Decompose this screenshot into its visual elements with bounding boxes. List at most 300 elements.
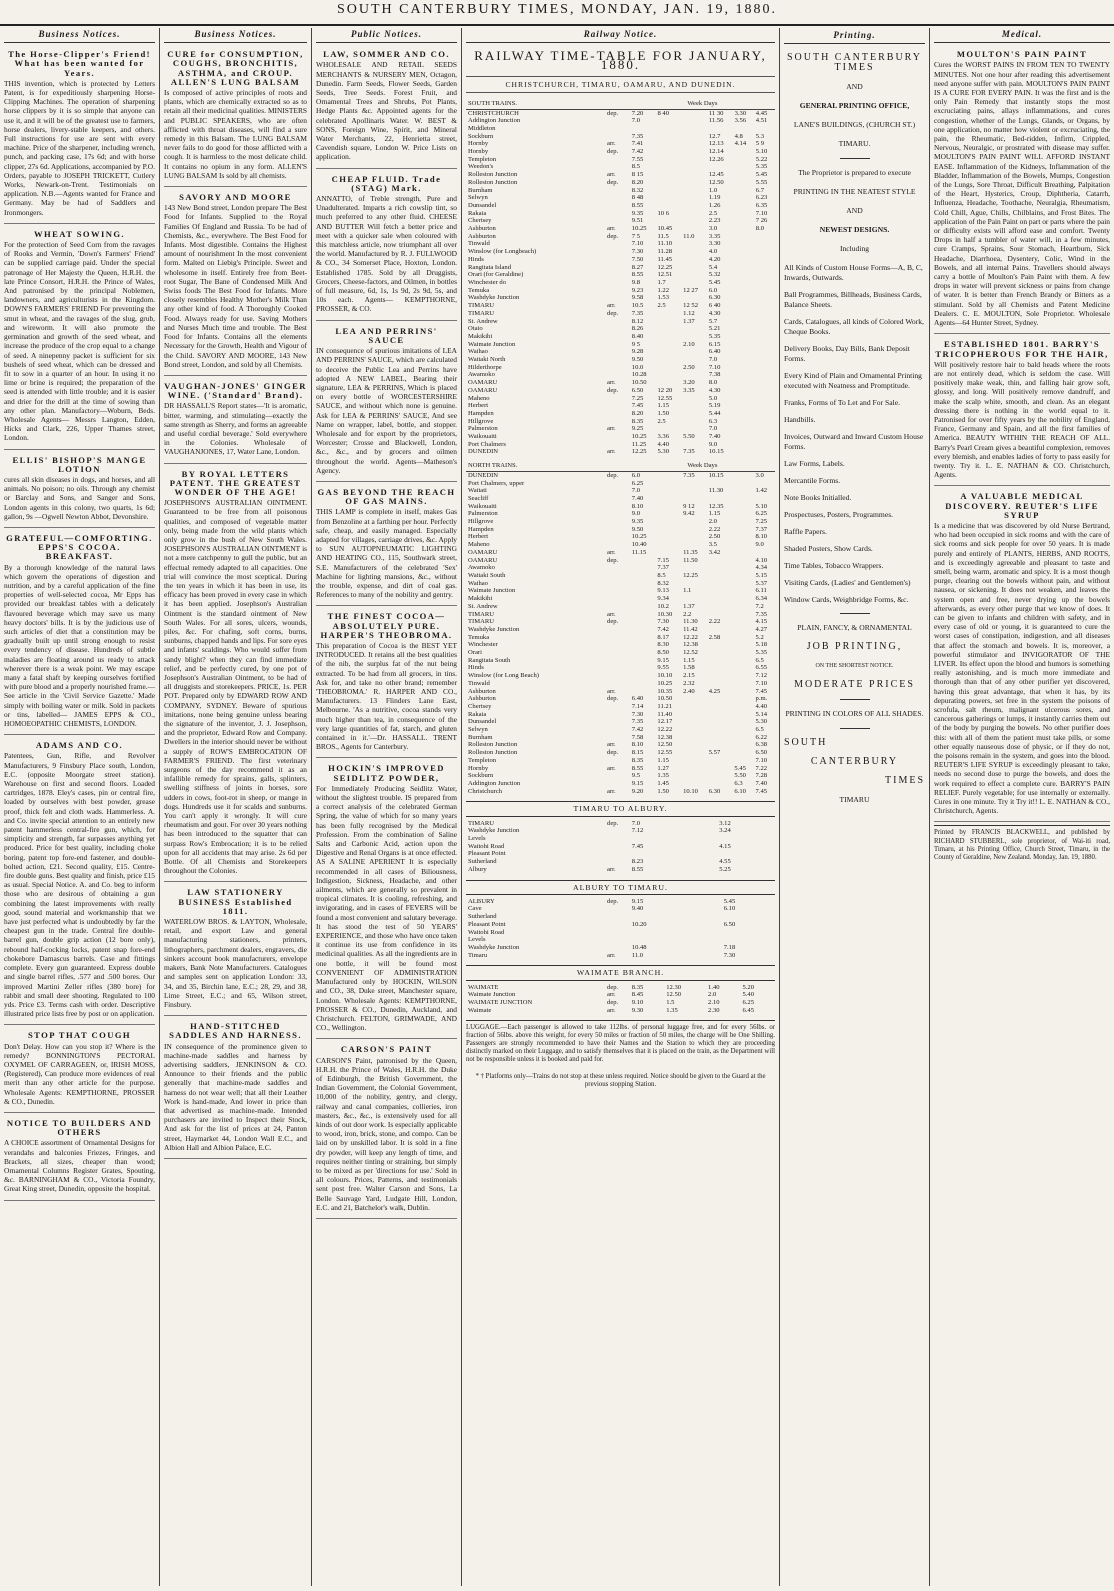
station-name: TIMARU <box>468 819 495 827</box>
time-cell <box>708 905 722 913</box>
time-cell: 7.2 <box>755 602 764 610</box>
time-cell: 8 40 <box>657 109 670 117</box>
time-cell: 11.30 <box>683 618 698 626</box>
timetable-row <box>466 187 775 195</box>
station-name: Washdyke Junction <box>468 943 520 951</box>
advertisement <box>164 379 307 464</box>
time-cell <box>733 217 754 225</box>
time-cell: 11.25 <box>631 440 647 448</box>
station-name: Palmerston <box>468 425 498 433</box>
timetable-row <box>466 233 775 241</box>
time-cell <box>630 641 656 649</box>
printing-item: Law Forms, Labels. <box>784 459 845 468</box>
timetable-row <box>466 248 775 256</box>
time-cell: 9.23 <box>631 286 644 294</box>
time-cell: 8.35 <box>631 983 644 991</box>
time-cell <box>681 109 707 117</box>
time-cell <box>732 703 753 711</box>
printing-item: Delivery Books, Day Bills, Bank Deposit Forms. <box>784 344 910 363</box>
time-cell: 2.0 <box>708 518 717 526</box>
ad-body: JOSEPHSON'S AUSTRALIAN OINTMENT. Guaranteed to be free from all poisonous qualities, and composed of vegetable matter only, being made from the wild plants which only grow in the bush of New South Wales. JOSEPHSON'S AUSTRALIAN OINTMENT is not a mere catchpenny to gull the public, but an effectual remedy adapted to all capacities. One trial will convince the most sceptical. During the ten years in which it has been in use, its efficacy has been proved in every case in which it has been applied. Josephson's Australian Ointment is the standard ointment of New South Wales. For all sores, ulcers, wounds, piles, &c. For chafing, soft corns, burns, sunburns, chapped hands and lips. For sore eyes and infants' scaldings. Who would suffer from sandy blight? when they can find immediate relief, and be perfectly cured, by one pot of Josephson's Australian Ointment, to be had of all druggists and storekeepers. PRICE, 1s. PER POT. Prepared only by EDWARD ROW AND COMPANY, SYDNEY. Beware of spurious imitations, none being genuine unless bearing the signature of the inventor, J. J. Josephson, and the proprietor, Edward Row and Company. Dwellers in the interior should never be without a supply of ROW'S EMBROCATION OF FARMER'S FRIEND. The first veterinary surgeons of the day recommend it as an infallible remedy for sprains, galls, splinters, swelling stiffness of joints in horses, sore udders in cows, foot-rot in sheep, or mange in dogs. Hundreds use it for scalds and sunburns. You can't apply it wrongly. It will cure rheumatism and gout. For over 30 years nothing has been introduced to the squatter that can surpass Row's Embrocation; it is to be relied upon for all accidents that may arise. 2s 6d per Bottle. Of all Chemists and Storekeepers throughout the Colonies. <box>164 498 307 876</box>
time-cell: 8.5 <box>631 163 641 171</box>
time-cell: 6.5 <box>755 726 764 734</box>
time-cell: 11.21 <box>657 702 673 710</box>
time-cell: 7.0 <box>631 487 641 495</box>
timetable-row <box>466 379 775 387</box>
arr-dep <box>605 641 630 649</box>
time-cell: 5.45 <box>734 764 746 772</box>
time-cell <box>630 634 656 642</box>
time-cell: 2.22 <box>708 618 721 626</box>
time-cell <box>655 156 681 164</box>
time-cell: 1.15 <box>657 402 670 410</box>
timetable-row <box>466 688 775 696</box>
column-public-notices <box>312 28 462 1586</box>
time-cell <box>630 664 656 672</box>
time-cell: 7.0 <box>708 425 718 433</box>
ad-body: THIS LAMP is complete in itself, makes Gas from Benzoline at a farthing per hour. Perfectly safe, cheap, and easily managed. Especially adapted for villages, carriage drives, &c. Apply to SUN AUTOPNEUMATIC LIGHTING AND HEATING CO., 115, Southwark street, S.E. Manufacturers of the celebrated 'Sex' Machine for lighting mansions, &c., without the trouble, expense, and dirt of coal gas. References to many of the nobility and gentry. <box>316 507 457 600</box>
time-cell <box>722 929 775 937</box>
time-cell <box>733 356 754 364</box>
time-cell: 1.22 <box>657 286 670 294</box>
arr-dep <box>605 595 630 603</box>
time-cell: 7 5 <box>631 232 641 240</box>
time-cell: 5.4 <box>708 263 718 271</box>
time-cell <box>655 541 681 549</box>
time-cell <box>733 433 754 441</box>
arr-dep <box>605 929 630 937</box>
arr-dep <box>605 248 630 256</box>
time-cell <box>681 395 707 403</box>
time-cell: 7.42 <box>631 148 644 156</box>
printing-item: Prospectuses, Posters, Programmes. <box>784 510 894 519</box>
arr-dep <box>605 634 630 642</box>
time-cell: 2.58 <box>708 633 721 641</box>
timetable-row <box>466 999 775 1007</box>
timetable-row <box>466 526 775 534</box>
time-cell: 6.25 <box>742 998 755 1006</box>
timetable-row <box>466 580 775 588</box>
time-cell <box>733 387 754 395</box>
time-cell <box>754 371 775 379</box>
printing-item: Franks, Forms of To Let and For Sale. <box>784 398 900 407</box>
station-name: Rangitata South <box>468 656 511 664</box>
arr-dep <box>605 364 630 372</box>
time-cell: 7.58 <box>631 733 644 741</box>
time-cell <box>681 772 707 780</box>
time-cell <box>732 726 753 734</box>
time-cell: 2.5 <box>708 209 718 217</box>
timetable-row <box>466 202 775 210</box>
time-cell <box>688 858 703 866</box>
time-cell: 2.23 <box>708 217 721 225</box>
timetable-row <box>466 210 775 218</box>
time-cell: 10.10 <box>683 787 698 795</box>
station-name: Cave <box>468 905 482 913</box>
time-cell: 8.30 <box>657 641 669 649</box>
printing-item: Visiting Cards, (Ladies' and Gentlemen's) <box>784 578 911 587</box>
time-cell: 9.0 <box>631 510 641 518</box>
time-cell: 7.0 <box>631 819 641 827</box>
time-cell <box>733 233 754 241</box>
time-cell <box>754 448 775 456</box>
time-cell <box>754 256 775 264</box>
time-cell <box>732 711 753 719</box>
time-cell: 10.20 <box>631 920 647 928</box>
fancy-text: PLAIN, FANCY, & ORNAMENTAL <box>797 623 912 632</box>
ad-body: Is composed of active principles of roots and plants, which are chemically extracted so as to retain all their medicinal qualities. MINISTERS and PUBLIC SPEAKERS, who are often afflicted with throat diseases, will find a sure remedy in this Balsam. The LUNG BALSAM never fails to do good for those afflicted with a cough. It is harmless to the most delicate child. It contains no opium in any form. ALLEN'S LUNG BALSAM Is sold by all chemists. <box>164 88 307 180</box>
station-name: Burnham <box>468 733 493 741</box>
station-name: Otaio <box>468 325 483 333</box>
ad-body: CARSON'S Paint, patronised by the Queen, H.R.H. the Prince of Wales, H.R.H. the Duke of Edinburgh, the British Government, the Indian Government, the Colonial Government, 10,000 of the nobility, gentry, and clergy, railway and canal companies, collieries, iron masters, &c., &c., is extensively used for all kinds of out door work. Is especially applicable to wood, iron, brick, stone, and compo. Can be laid on by unskilled labor. It is sold in a fine dry powder, will keep any length of time, and requires neither tinting or straining, but simply to be mixed as per 'directions for use.' Sold in all colours. Prices, Patterns, and testimonials sent post free. Walter Carson and Sons, La Belle Sauvage Yard, Ludgate Hill, London, E.C. and 21, Batchelor's walk, Dublin. <box>316 1055 457 1212</box>
time-cell: 12.25 <box>657 263 673 271</box>
time-cell: 7.45 <box>755 687 768 695</box>
advertisement <box>4 531 155 735</box>
station-name: Awamoko <box>468 371 495 379</box>
time-cell <box>630 595 656 603</box>
ad-body: Will positively restore hair to bald heads where the roots are not entirely dead, which is seldom the case. Will positively make weak, thin, and falling hair grow soft, glossy, and long. Will positively remove dandruff, and make the scalp white, smooth, and clean. As an elegant dressing there is nothing in the world equal to it. Patronised for over fifty years by the nobility of England, France, Germany and Spain, and all the first families of America. BEAUTY WITHIN THE REACH OF ALL. Barry's Pearl Cream gives a beautiful complexion, removes every blemish, and enables ladies of forty to pass easily for twenty. Try it. L. E. NATHAN & CO. Christchurch, Agents. <box>934 359 1110 480</box>
time-cell: 12.25 <box>683 572 698 579</box>
arr-dep <box>605 480 630 488</box>
time-cell: 4.0 <box>708 248 718 256</box>
time-cell <box>708 944 722 952</box>
time-cell: 8.5 <box>657 572 666 579</box>
time-cell <box>688 866 703 874</box>
time-cell: 10.45 <box>657 225 673 233</box>
time-cell: 7.18 <box>723 943 736 951</box>
advertisement <box>4 1116 155 1201</box>
time-cell: 1.37 <box>683 602 695 610</box>
station-name: Seacliff <box>468 494 489 502</box>
time-cell: 1.7 <box>657 278 666 286</box>
advertisement <box>316 47 457 168</box>
time-cell <box>708 921 722 929</box>
time-cell: 3.35 <box>683 386 695 394</box>
time-cell <box>630 688 656 696</box>
ad-body: DR HASSALL'S Report states—'It is aromatic, bitter, warming, and stimulating—exactly the same strength as Sherry, and forms an agreeable and useful cordial beverage.' Sold everywhere in the Colonies. Wholesale of VAUGHANJONES, 17, Water Lane, London. <box>164 401 307 457</box>
ad-title: LAW, SOMMER AND CO. <box>323 49 450 60</box>
arr-dep <box>605 210 630 218</box>
time-cell <box>702 827 717 835</box>
time-cell: 3.0 <box>755 471 764 479</box>
time-cell <box>688 820 703 828</box>
time-cell: 9.0 <box>708 440 718 448</box>
time-cell: 9 5 <box>631 340 641 348</box>
time-cell <box>655 140 681 148</box>
ad-title: GRATEFUL—COMFORTING. EPPS'S COCOA. BREAKFAST. <box>6 532 153 562</box>
time-cell: 10.2 <box>657 602 669 610</box>
arr-dep: arr. <box>607 448 616 456</box>
time-cell: 3.20 <box>683 379 695 387</box>
time-cell: 1.35 <box>666 1006 678 1014</box>
column-heading: Medical. <box>934 28 1110 43</box>
timetable-row <box>466 279 775 287</box>
time-cell <box>681 749 707 757</box>
time-cell <box>732 657 753 665</box>
station-name: Middleton <box>468 124 496 132</box>
time-cell: 5.7 <box>708 317 718 325</box>
time-cell: 7.42 <box>657 625 669 633</box>
station-name: Rangitata Island <box>468 263 512 271</box>
time-cell: 1.15 <box>708 510 721 518</box>
divider <box>840 158 870 159</box>
time-cell: 7.55 <box>631 155 644 163</box>
time-cell <box>694 936 708 944</box>
time-cell <box>630 603 656 611</box>
time-cell <box>733 371 754 379</box>
time-cell: 5.14 <box>755 710 768 718</box>
time-cell <box>708 952 722 960</box>
time-cell <box>732 471 753 479</box>
time-cell: 6.3 <box>708 417 718 425</box>
timetable-row <box>466 929 775 937</box>
time-cell <box>655 333 681 341</box>
time-cell <box>732 734 753 742</box>
time-cell <box>681 202 707 210</box>
time-cell <box>732 595 753 603</box>
ad-body: IN consequence of the prominence given to machine-made saddles and harness by advertising saddlers, JENKINSON & CO. Announce to their friends and the public generally that machine-made saddles and harness do not wear well; that all their Leather Work is hand-made, And lower in price than that advertised as machine-made. Intended purchasers are invited to Inspect their Stock, And ask for the list of prices at 24, Panton street, Haymarket 44, London Wall E.C., and Albion Hall and Albion Palace, E.C. <box>164 1041 307 1152</box>
arr-dep <box>605 649 630 657</box>
time-cell: 10.10 <box>657 672 673 680</box>
timetable-row <box>466 557 775 565</box>
time-cell <box>681 117 707 125</box>
station-name: Waimate <box>468 1006 492 1014</box>
time-cell: 5.57 <box>708 749 721 757</box>
time-cell: 8.55 <box>631 201 644 209</box>
timetable-row <box>466 302 775 310</box>
time-cell <box>655 125 681 133</box>
ad-body: THIS invention, which is protected by Letters Patent, is for expeditiously sharpening Horse-Clipping Machines. The operation of sharpening horse clippers by it is so simple that anyone can use it, and it will be of the greatest use to farmers, horse dealers, livery-stable keepers, and others. Full instructions for use are sent with every machine. Price of the sharpener, including wrench, punch, and packing case, 17s 6d; and with horse clipper, 27s 6d. Applications, accompanied by P.O. Orders, payable to JOSEPH TRICKETT, Cutlery Works, Newark-on-Trent. Testimonials on application. N.B.—Agents wanted for France and Germany. May be had of Saddlers and Ironmongers. <box>4 78 155 217</box>
time-cell <box>681 294 707 302</box>
arr-dep: dep. <box>607 309 619 317</box>
timetable-row <box>466 835 775 843</box>
station-name: TIMARU <box>468 302 495 310</box>
time-cell: 10.35 <box>657 687 673 695</box>
arr-dep <box>605 843 630 851</box>
time-cell: 5.25 <box>719 865 731 873</box>
station-name: Hinds <box>468 255 484 263</box>
time-cell <box>630 929 695 937</box>
arr-dep: arr. <box>607 687 616 695</box>
advertisement <box>164 1019 307 1159</box>
time-cell: 8.20 <box>631 409 644 417</box>
time-cell <box>732 672 753 680</box>
printing-item: Shaded Posters, Show Cards. <box>784 544 873 553</box>
time-cell: 11.0 <box>631 951 644 959</box>
time-cell: 10.25 <box>631 433 647 441</box>
time-cell <box>681 163 707 171</box>
station-name: Hornby <box>468 148 489 156</box>
time-cell <box>688 843 703 851</box>
time-cell <box>655 518 681 526</box>
timetable-row <box>466 225 775 233</box>
time-cell <box>702 858 717 866</box>
time-cell <box>754 125 775 133</box>
time-cell <box>694 929 708 937</box>
time-cell: 7.10 <box>755 756 768 764</box>
time-cell <box>681 256 707 264</box>
time-cell: 1.53 <box>657 294 670 302</box>
time-cell: 5.35 <box>755 649 768 657</box>
time-cell <box>681 410 707 418</box>
printing-item: Window Cards, Weighbridge Forms, &c. <box>784 595 909 604</box>
time-cell <box>655 495 681 503</box>
printing-item: Raffle Papers. <box>784 527 827 536</box>
time-cell <box>733 179 754 187</box>
time-cell: 4.30 <box>708 386 721 394</box>
prices-text: MODERATE PRICES <box>794 679 915 690</box>
time-cell: 6.35 <box>755 201 768 209</box>
advertisement <box>164 190 307 376</box>
timetable-row <box>466 595 775 603</box>
time-cell: 10.40 <box>631 541 647 549</box>
arr-dep <box>605 835 630 843</box>
time-cell: 7.14 <box>631 702 644 710</box>
station-name: St. Andrew <box>468 602 498 610</box>
timetable-row <box>466 256 775 264</box>
time-cell <box>655 348 681 356</box>
arr-dep: dep. <box>607 178 619 186</box>
time-cell <box>732 510 753 518</box>
time-cell <box>732 495 753 503</box>
column-business-2 <box>160 28 312 1586</box>
station-name: Herbert <box>468 533 489 541</box>
time-cell <box>754 495 775 503</box>
arr-dep <box>605 936 630 944</box>
time-cell <box>733 425 754 433</box>
timetable-row <box>466 471 775 479</box>
and-text-2: AND <box>846 206 863 215</box>
arr-dep: arr. <box>607 548 616 556</box>
arr-dep: dep. <box>607 749 619 757</box>
arr-dep <box>605 271 630 279</box>
time-cell <box>708 898 722 906</box>
timetable-row <box>466 133 775 141</box>
time-cell <box>655 356 681 364</box>
timetable-row <box>466 984 775 992</box>
time-cell: 7.38 <box>708 371 721 379</box>
divider <box>840 613 870 614</box>
timetable-row <box>466 680 775 688</box>
time-cell <box>707 680 733 688</box>
time-cell <box>754 279 775 287</box>
advertisement <box>316 761 457 1039</box>
time-cell <box>754 433 775 441</box>
station-name: Waitohi Road <box>468 928 505 936</box>
time-cell: 9.50 <box>631 525 644 533</box>
time-cell <box>733 156 754 164</box>
time-cell: 12.50 <box>657 741 673 749</box>
timetable-row <box>466 952 775 960</box>
time-cell <box>733 402 754 410</box>
arr-dep <box>605 921 630 929</box>
time-cell <box>733 202 754 210</box>
platform-note: * † Platforms only—Trains do not stop at these unless required. Notice should be given to the Guard at the previous stopping Station. <box>475 1073 766 1089</box>
time-cell <box>707 495 733 503</box>
time-cell <box>630 835 688 843</box>
advertisement <box>4 738 155 1025</box>
time-cell: 6.40 <box>708 348 721 356</box>
station-name: CHRISTCHURCH <box>468 109 519 117</box>
arr-dep <box>605 117 630 125</box>
time-cell: 8.10 <box>755 533 768 541</box>
arr-dep <box>605 541 630 549</box>
time-cell <box>754 364 775 372</box>
time-cell <box>630 672 656 680</box>
time-cell: 9.15 <box>631 897 644 905</box>
station-name: Pleasant Point <box>468 850 506 858</box>
time-cell: 9.30 <box>631 1006 644 1014</box>
time-cell <box>732 480 753 488</box>
ad-title: MOULTON'S PAIN PAINT <box>956 49 1088 60</box>
time-cell: 7.35 <box>683 448 695 456</box>
time-cell: 3.0 <box>708 225 718 233</box>
arr-dep <box>605 526 630 534</box>
time-cell <box>733 333 754 341</box>
arr-dep <box>605 850 630 858</box>
timetable-row <box>466 657 775 665</box>
timetable-row <box>466 163 775 171</box>
arr-dep <box>605 572 630 580</box>
time-cell: 6.30 <box>708 787 721 795</box>
station-name: Winchester do <box>468 278 507 286</box>
time-cell <box>655 318 681 326</box>
time-cell <box>681 480 707 488</box>
time-cell <box>707 703 733 711</box>
station-name: Rolleston Junction <box>468 749 518 757</box>
time-cell <box>732 741 753 749</box>
time-cell <box>655 471 681 479</box>
timetable-row <box>466 726 775 734</box>
time-cell: 1.15 <box>657 756 669 764</box>
time-cell <box>754 302 775 310</box>
station-name: OAMARU <box>468 548 498 556</box>
time-cell <box>655 480 681 488</box>
time-cell <box>707 480 733 488</box>
station-name: Waihao <box>468 348 488 356</box>
timetable-row <box>466 125 775 133</box>
time-cell <box>630 611 656 619</box>
station-name: Addington Junction <box>468 117 521 125</box>
timetable-row <box>466 664 775 672</box>
arr-dep <box>605 680 630 688</box>
time-cell: 6.7 <box>755 186 765 194</box>
time-cell: 7.30 <box>631 710 644 718</box>
arr-dep <box>605 580 630 588</box>
timetable-row <box>466 294 775 302</box>
time-cell <box>655 117 681 125</box>
time-cell <box>733 210 754 218</box>
time-cell: 12.30 <box>666 983 682 991</box>
arr-dep <box>605 772 630 780</box>
station-name: WAIMATE JUNCTION <box>468 998 533 1006</box>
timetable-row <box>466 341 775 349</box>
time-cell <box>754 325 775 333</box>
ad-body: ANNATTO, of Treble strength, Pure and Unadulterated. Imparts a rich cowslip tint, so much preferred to any other fluid. CHEESE AND BUTTER Will fetch a better price and meet with a quicker sale when coloured with this matchless article, now triumphant all over the world. Manufactured by R. J. FULLWOOD & CO., 34 Somerset Place, Hoxton, London. Established 1785. Sold by all Druggists, Grocers, Cheese-factors, and Oilmen, in bottles of full measure, 6d, 1s, 1s 9d, 2s 9d, 5s, and 10s each. Agents— KEMPTHORNE, PROSSER, & CO. <box>316 194 457 314</box>
time-cell <box>733 410 754 418</box>
time-cell <box>717 850 775 858</box>
time-cell: 12.50 <box>666 991 682 999</box>
time-cell: 3.30 <box>708 240 721 248</box>
arr-dep <box>605 657 630 665</box>
time-cell <box>630 913 695 921</box>
timetable-row <box>466 944 775 952</box>
time-cell: 4.10 <box>755 556 768 564</box>
time-cell: 7.45 <box>755 787 768 795</box>
time-cell <box>681 757 707 765</box>
arr-dep <box>605 371 630 379</box>
time-cell: 7.30 <box>657 618 669 626</box>
